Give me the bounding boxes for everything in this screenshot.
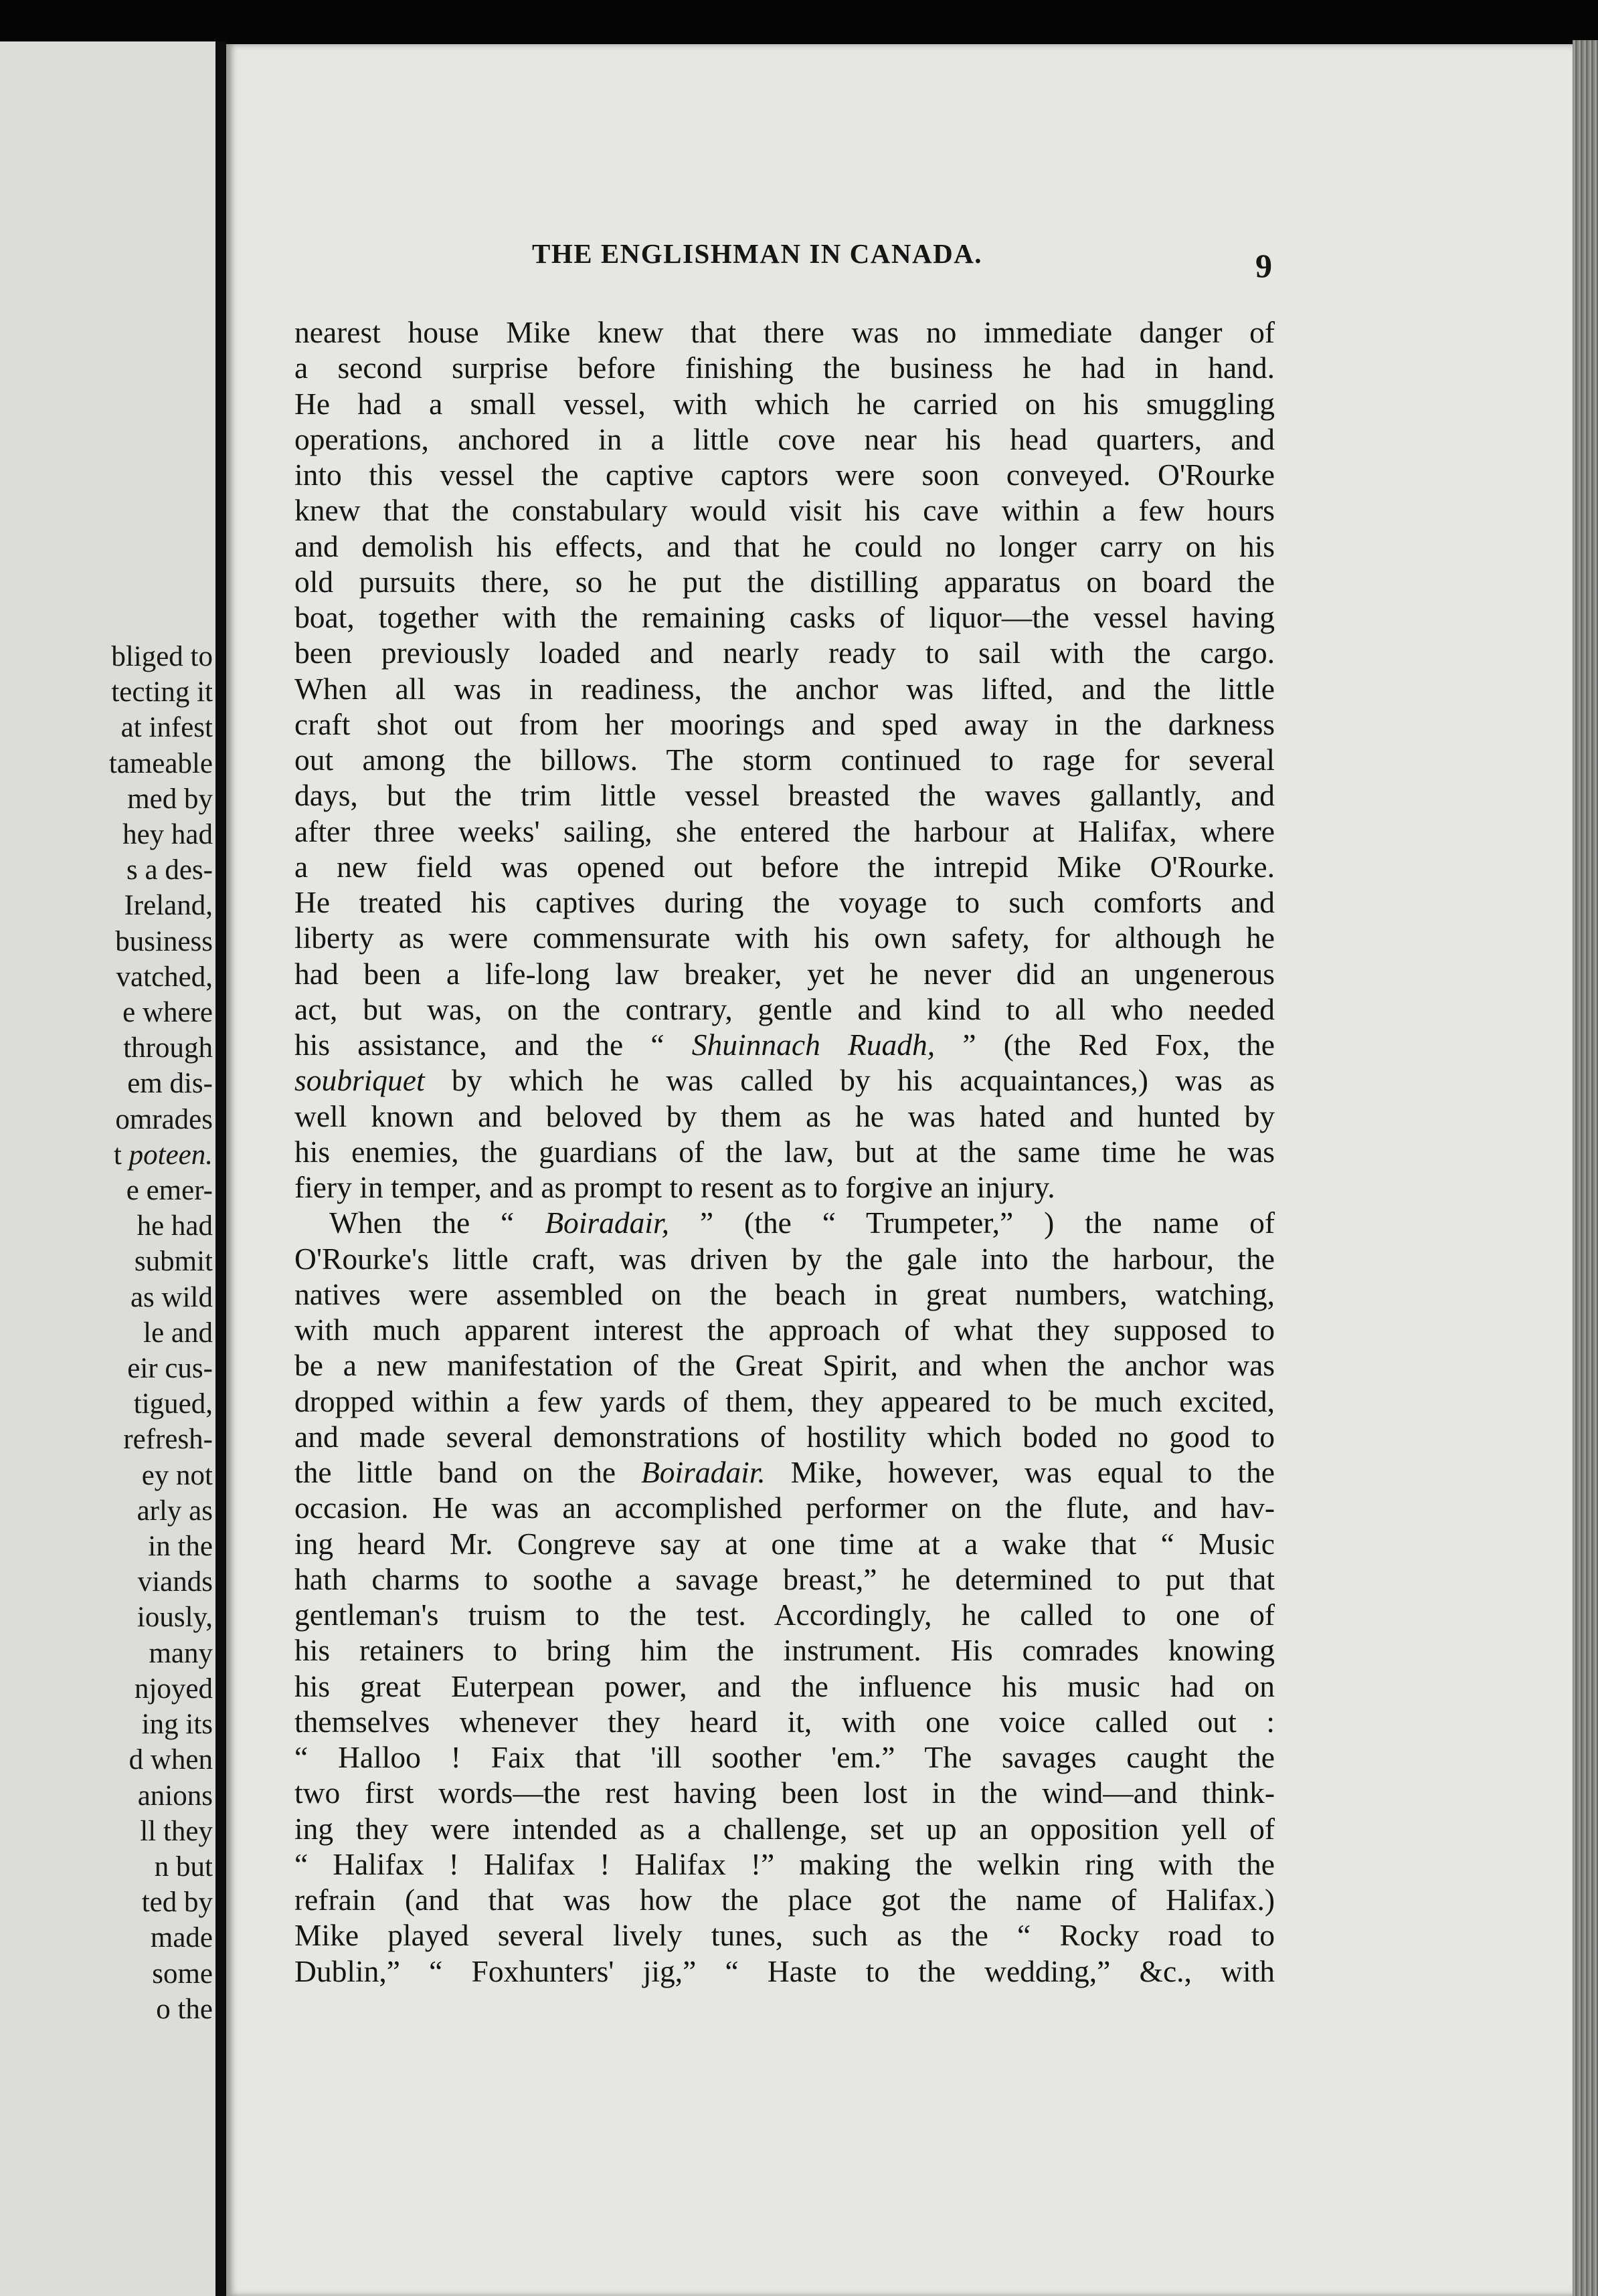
- left-text-line: some: [152, 1957, 213, 1990]
- left-text-line: refresh-: [123, 1424, 213, 1456]
- left-text-line: n but: [154, 1850, 213, 1883]
- left-text-line: at infest: [120, 712, 213, 744]
- text-line: the little band on the Boiradair. Mike, however, was equal to the: [294, 1455, 1275, 1489]
- text-line: and made several demonstrations of hostility which boded no good to: [294, 1419, 1275, 1454]
- left-text-line: submit: [134, 1246, 213, 1278]
- left-text-line: hey had: [122, 819, 213, 851]
- left-text-line: s a des-: [126, 854, 213, 886]
- left-text-line: many: [149, 1637, 213, 1669]
- text-line: old pursuits there, so he put the distilling apparatus on board the: [294, 564, 1275, 599]
- text-line: hath charms to soothe a savage breast,” he determined to put that: [294, 1561, 1275, 1596]
- left-text-line: he had: [137, 1210, 213, 1242]
- text-line: a new field was opened out before the intrepid Mike O'Rourke.: [294, 849, 1275, 884]
- text-line: boat, together with the remaining casks of liquor—the vessel having: [294, 600, 1275, 634]
- text-line: liberty as were commensurate with his own safety, for although he: [294, 921, 1275, 955]
- left-text-line: tecting it: [111, 676, 213, 708]
- text-line: a second surprise before finishing the business he had in hand.: [294, 351, 1275, 385]
- text-line: and demolish his effects, and that he could no longer carry on his: [294, 529, 1275, 563]
- text-line: two first words—the rest having been lost in the wind—and think-: [294, 1776, 1275, 1810]
- left-text-line: Ireland,: [124, 890, 213, 922]
- text-line: ing heard Mr. Congreve say at one time at a wake that “ Music: [294, 1526, 1275, 1561]
- left-text-line: med by: [127, 783, 213, 815]
- text-line: into this vessel the captive captors were soon conveyed. O'Rourke: [294, 458, 1275, 492]
- text-line: days, but the trim little vessel breasted the waves gallantly, and: [294, 778, 1275, 813]
- text-line: knew that the constabulary would visit his cave within a few hours: [294, 493, 1275, 528]
- left-text-line: tigued,: [133, 1388, 213, 1420]
- left-text-line: ll they: [140, 1815, 213, 1847]
- left-text-line: ey not: [141, 1459, 213, 1491]
- page-number: 9: [1255, 247, 1272, 284]
- text-line: well known and beloved by them as he was hated and hunted by: [294, 1098, 1275, 1133]
- text-line: Dublin,” “ Foxhunters' jig,” “ Haste to the wedding,” &c., with: [294, 1953, 1275, 1988]
- left-text-line: o the: [156, 1993, 213, 2025]
- text-line: had been a life-long law breaker, yet he never did an ungenerous: [294, 956, 1275, 991]
- left-text-line: business: [115, 925, 213, 957]
- text-line: been previously loaded and nearly ready to sail with the cargo.: [294, 636, 1275, 670]
- left-text-line: anions: [137, 1780, 213, 1812]
- text-line: fiery in temper, and as prompt to resent as to forgive an injury.: [294, 1170, 1055, 1204]
- text-line: themselves whenever they heard it, with one voice called out :: [294, 1704, 1275, 1739]
- text-line: When all was in readiness, the anchor was lifted, and the little: [294, 671, 1275, 706]
- left-text-line: t poteen.: [113, 1139, 213, 1171]
- text-line: O'Rourke's little craft, was driven by the gale into the harbour, the: [294, 1241, 1275, 1276]
- text-line: operations, anchored in a little cove near his head quarters, and: [294, 421, 1275, 456]
- left-text-line: tameable: [108, 747, 213, 779]
- page-edge: [1573, 40, 1598, 2296]
- text-line: dropped within a few yards of them, they appeared to be much excited,: [294, 1383, 1275, 1418]
- left-text-line: e emer-: [126, 1175, 213, 1207]
- left-text-line: as wild: [130, 1281, 213, 1313]
- text-line: act, but was, on the contrary, gentle and kind to all who needed: [294, 991, 1275, 1026]
- left-text-line: made: [150, 1922, 213, 1954]
- text-line: “ Halloo ! Faix that 'ill soother 'em.” The savages caught the: [294, 1740, 1275, 1774]
- text-line: “ Halifax ! Halifax ! Halifax !” making the welkin ring with the: [294, 1846, 1275, 1881]
- text-line: When the “ Boiradair, ” (the “ Trumpeter,” ) the name of: [329, 1206, 1275, 1240]
- text-line: ing they were intended as a challenge, set up an opposition yell of: [294, 1811, 1275, 1846]
- left-text-line: eir cus-: [127, 1353, 213, 1385]
- text-line: gentleman's truism to the test. Accordingly, he called to one of: [294, 1598, 1275, 1632]
- text-line: refrain (and that was how the place got the name of Halifax.): [294, 1883, 1275, 1917]
- left-text-line: viands: [137, 1566, 213, 1598]
- left-text-line: ted by: [141, 1887, 213, 1919]
- text-line: natives were assembled on the beach in great numbers, watching,: [294, 1276, 1275, 1311]
- left-page-fragment: [0, 41, 217, 2296]
- text-line: his great Euterpean power, and the influence his music had on: [294, 1668, 1275, 1703]
- body-text: [294, 314, 1278, 1989]
- running-head: THE ENGLISHMAN IN CANADA.: [532, 238, 983, 269]
- text-line: nearest house Mike knew that there was no immediate danger of: [294, 315, 1275, 349]
- left-text-line: omrades: [115, 1103, 213, 1135]
- left-text-line: in the: [148, 1531, 213, 1563]
- text-line: his retainers to bring him the instrument. His comrades knowing: [294, 1633, 1275, 1668]
- left-text-line: arly as: [137, 1495, 213, 1527]
- text-line: his enemies, the guardians of the law, but at the same time he was: [294, 1134, 1275, 1169]
- text-line: after three weeks' sailing, she entered the harbour at Halifax, where: [294, 814, 1275, 848]
- left-text-line: d when: [128, 1744, 213, 1776]
- text-line: Mike played several lively tunes, such as the “ Rocky road to: [294, 1918, 1275, 1953]
- left-text-line: through: [123, 1032, 213, 1064]
- book-gutter: [215, 41, 226, 2296]
- left-page-text: [0, 639, 215, 2027]
- text-line: craft shot out from her moorings and sped away in the darkness: [294, 706, 1275, 741]
- left-text-line: vatched,: [116, 961, 213, 993]
- left-text-line: e where: [122, 997, 213, 1029]
- left-text-line: le and: [143, 1317, 213, 1349]
- text-line: out among the billows. The storm continued to rage for several: [294, 743, 1275, 777]
- text-line: be a new manifestation of the Great Spirit, and when the anchor was: [294, 1348, 1275, 1383]
- left-text-line: njoyed: [134, 1672, 213, 1705]
- left-text-line: ing its: [141, 1709, 213, 1741]
- text-line: his assistance, and the “ Shuinnach Ruadh, ” (the Red Fox, the: [294, 1028, 1275, 1062]
- text-line: He had a small vessel, with which he carried on his smuggling: [294, 386, 1275, 421]
- left-text-line: bliged to: [111, 641, 213, 672]
- text-line: He treated his captives during the voyage to such comforts and: [294, 885, 1275, 919]
- text-line: with much apparent interest the approach of what they supposed to: [294, 1313, 1275, 1347]
- text-line: soubriquet by which he was called by his acquaintances,) was as: [294, 1063, 1275, 1098]
- text-line: occasion. He was an accomplished performer on the flute, and hav-: [294, 1491, 1275, 1525]
- left-text-line: iously,: [137, 1602, 213, 1634]
- left-text-line: em dis-: [127, 1068, 213, 1100]
